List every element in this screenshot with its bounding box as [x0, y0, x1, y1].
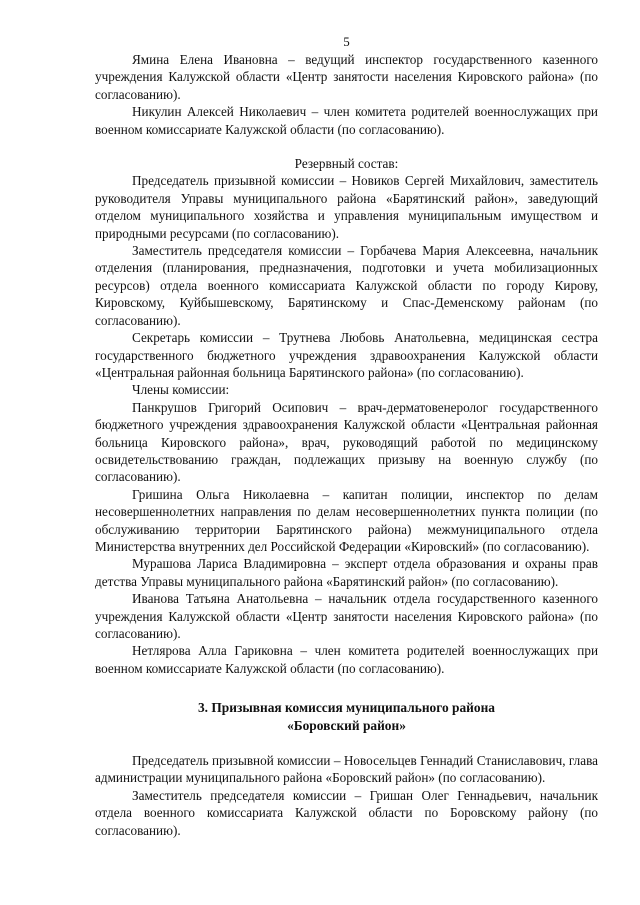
reserve-member-ivanova: Иванова Татьяна Анатольевна – начальник отдела государственного казенного учреждения Калужской области «Центр занятости населения Кировского района» (по согласованию).: [95, 591, 598, 641]
reserve-secretary-paragraph: Секретарь комиссии – Трутнева Любовь Анатольевна, медицинская сестра государственного бюджетного учреждения здравоохранения Калужской области «Центральная районная больница Барятинского района» (по согласованию).: [95, 330, 598, 380]
reserve-member-murashova: Мурашова Лариса Владимировна – эксперт отдела образования и охраны прав детства Управы муниципального района «Барятинский район» (по согласованию).: [95, 556, 598, 589]
reserve-heading: Резервный состав:: [294, 156, 399, 172]
document-page: [95, 34, 598, 839]
section-3-heading-line2: «Боровский район»: [287, 717, 406, 733]
reserve-chairman-paragraph: Председатель призывной комиссии – Новиков Сергей Михайлович, заместитель руководителя Управы муниципального района «Барятинский район», заведующий отделом муниципального хозяйства и управления муниципальным имуществом и природными ресурсами (по согласованию).: [95, 173, 598, 241]
reserve-member-grishina: Гришина Ольга Николаевна – капитан полиции, инспектор по делам несовершеннолетних направления по делам несовершеннолетних пункта полиции (по обслуживанию территории Барятинского района) межмуниципального отдела Министерства внутренних дел Российской Федерации «Кировский» (по согласованию).: [95, 486, 598, 554]
reserve-member-pankrushov: Панкрушов Григорий Осипович – врач-дерматовенеролог государственного бюджетного учреждения здравоохранения Калужской области «Центральная районная больница Кировского района», врач, руководящий работой по медицинскому освидетельствованию граждан, подлежащих призыву на военную службу (по согласованию).: [95, 399, 598, 485]
member-paragraph-nikulin: Никулин Алексей Николаевич – член комитета родителей военнослужащих при военном комиссариате Калужской области (по согласованию).: [95, 104, 598, 137]
reserve-members-label: Члены комиссии:: [132, 382, 230, 398]
page-number: 5: [343, 34, 350, 49]
reserve-member-netlyarova: Нетлярова Алла Гариковна – член комитета родителей военнослужащих при военном комиссариате Калужской области (по согласованию).: [95, 643, 598, 676]
section-3-heading: [95, 699, 598, 734]
section-3-deputy-paragraph: Заместитель председателя комиссии – Гришан Олег Геннадьевич, начальник отдела военного комиссариата Калужской области по Боровскому району (по согласованию).: [95, 787, 598, 838]
reserve-deputy-paragraph: Заместитель председателя комиссии – Горбачева Мария Алексеевна, начальник отделения (планирования, предназначения, подготовки и учета мобилизационных ресурсов) отдела военного комиссариата Калужской области по городу Кирову, Кировскому, Куйбышевскому, Барятинскому и Спас-Деменскому районам (по согласованию).: [95, 243, 598, 328]
section-3-heading-line1: 3. Призывная комиссия муниципального района: [197, 700, 495, 716]
section-3-chairman-paragraph: Председатель призывной комиссии – Новосельцев Геннадий Станиславович, глава администрации муниципального района «Боровский район» (по согласованию).: [95, 753, 598, 786]
member-paragraph-yamina: Ямина Елена Ивановна – ведущий инспектор государственного казенного учреждения Калужской области «Центр занятости населения Кировского района» (по согласованию).: [95, 52, 598, 102]
